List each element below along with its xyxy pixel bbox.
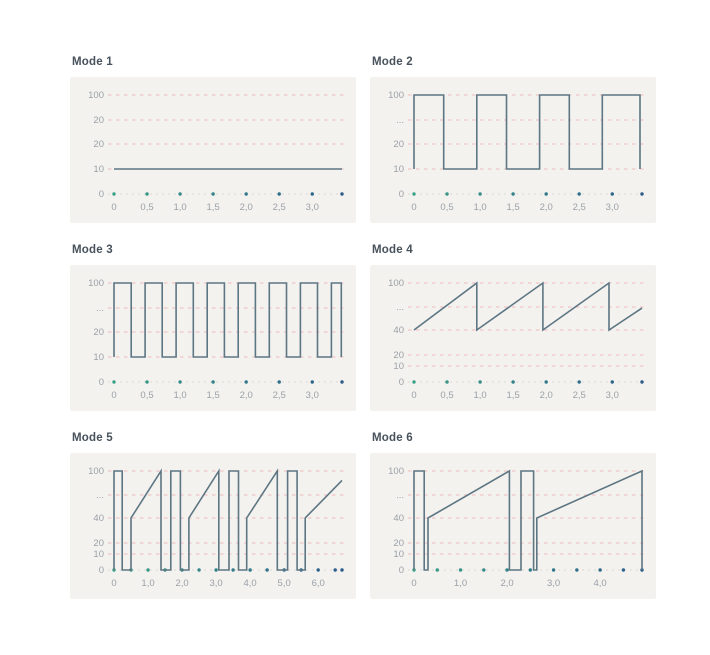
chart-card — [370, 265, 656, 411]
svg-text:1,0: 1,0 — [473, 390, 487, 401]
svg-text:3,0: 3,0 — [305, 390, 319, 401]
svg-text:0: 0 — [98, 565, 104, 576]
svg-text:...: ... — [396, 115, 404, 127]
svg-text:2,0: 2,0 — [539, 390, 553, 401]
svg-text:3,0: 3,0 — [209, 578, 223, 589]
chart-card — [370, 77, 656, 223]
svg-text:2,0: 2,0 — [175, 578, 189, 589]
svg-text:0: 0 — [111, 390, 117, 401]
svg-text:...: ... — [96, 303, 104, 315]
mode-2-chart — [370, 77, 656, 223]
svg-text:0,5: 0,5 — [440, 390, 454, 401]
svg-text:3,0: 3,0 — [605, 390, 619, 401]
svg-text:0: 0 — [111, 578, 117, 589]
svg-text:2,0: 2,0 — [500, 578, 514, 589]
svg-text:100: 100 — [88, 90, 104, 101]
svg-text:1,5: 1,5 — [506, 202, 520, 213]
svg-text:2,0: 2,0 — [539, 202, 553, 213]
chart-title: Mode 3 — [72, 244, 113, 256]
svg-text:10: 10 — [393, 163, 404, 175]
svg-text:1,0: 1,0 — [173, 202, 187, 213]
svg-text:1,5: 1,5 — [206, 202, 220, 213]
svg-text:20: 20 — [93, 537, 104, 549]
chart-card — [70, 453, 356, 599]
chart-panel-mode-6 — [370, 432, 656, 599]
svg-text:5,0: 5,0 — [277, 578, 291, 589]
svg-text:100: 100 — [88, 466, 104, 477]
svg-text:10: 10 — [93, 163, 104, 175]
svg-text:10: 10 — [93, 548, 104, 560]
chart-card — [70, 77, 356, 223]
svg-text:3,0: 3,0 — [546, 578, 561, 589]
chart-card — [370, 453, 656, 599]
svg-text:100: 100 — [388, 90, 404, 101]
mode-5-chart — [70, 453, 356, 599]
svg-text:0,5: 0,5 — [140, 390, 154, 401]
svg-text:2,0: 2,0 — [239, 390, 253, 401]
svg-text:2,5: 2,5 — [272, 390, 286, 401]
svg-text:20: 20 — [393, 349, 404, 361]
svg-text:20: 20 — [393, 139, 404, 151]
mode-6-chart — [370, 453, 656, 599]
svg-text:1,0: 1,0 — [141, 578, 155, 589]
svg-text:20: 20 — [393, 537, 404, 549]
svg-text:1,5: 1,5 — [206, 390, 220, 401]
svg-text:0: 0 — [411, 202, 417, 213]
svg-text:0: 0 — [98, 377, 104, 388]
svg-text:3,0: 3,0 — [305, 202, 319, 213]
svg-text:2,5: 2,5 — [572, 390, 586, 401]
svg-text:10: 10 — [93, 351, 104, 363]
svg-text:0: 0 — [98, 189, 104, 200]
svg-text:4,0: 4,0 — [243, 578, 257, 589]
chart-title: Mode 1 — [72, 56, 113, 68]
chart-title: Mode 6 — [372, 432, 413, 444]
svg-text:2,5: 2,5 — [272, 202, 286, 213]
svg-text:3,0: 3,0 — [605, 202, 619, 213]
svg-text:...: ... — [396, 302, 404, 314]
chart-title: Mode 2 — [372, 56, 413, 68]
svg-text:100: 100 — [388, 466, 404, 477]
chart-title: Mode 4 — [372, 244, 413, 256]
mode-charts-grid — [70, 56, 656, 599]
svg-text:6,0: 6,0 — [311, 578, 325, 589]
chart-panel-mode-5 — [70, 432, 356, 599]
mode-3-chart — [70, 265, 356, 411]
svg-text:40: 40 — [393, 513, 404, 525]
svg-text:0,5: 0,5 — [140, 202, 154, 213]
mode-4-chart — [370, 265, 656, 411]
svg-text:1,0: 1,0 — [473, 202, 487, 213]
svg-text:10: 10 — [393, 360, 404, 372]
svg-text:1,0: 1,0 — [453, 578, 468, 589]
chart-panel-mode-3 — [70, 244, 356, 411]
chart-panel-mode-2 — [370, 56, 656, 223]
svg-text:20: 20 — [93, 139, 104, 151]
svg-text:20: 20 — [93, 327, 104, 339]
chart-panel-mode-4 — [370, 244, 656, 411]
svg-text:0: 0 — [111, 202, 117, 213]
svg-text:...: ... — [396, 490, 404, 502]
svg-text:100: 100 — [88, 278, 104, 289]
svg-text:0: 0 — [398, 565, 404, 576]
svg-text:20: 20 — [93, 115, 104, 127]
svg-text:0: 0 — [398, 189, 404, 200]
svg-text:2,5: 2,5 — [572, 202, 586, 213]
svg-text:0,5: 0,5 — [440, 202, 454, 213]
svg-text:40: 40 — [93, 513, 104, 525]
svg-text:10: 10 — [393, 548, 404, 560]
svg-text:0: 0 — [411, 390, 417, 401]
svg-text:...: ... — [96, 490, 104, 502]
svg-text:2,0: 2,0 — [239, 202, 253, 213]
svg-text:40: 40 — [393, 325, 404, 337]
svg-text:1,0: 1,0 — [173, 390, 187, 401]
chart-title: Mode 5 — [72, 432, 113, 444]
svg-text:1,5: 1,5 — [506, 390, 520, 401]
svg-text:0: 0 — [411, 578, 417, 589]
svg-text:100: 100 — [388, 278, 404, 289]
chart-panel-mode-1 — [70, 56, 356, 223]
svg-text:4,0: 4,0 — [593, 578, 607, 589]
svg-text:0: 0 — [398, 377, 404, 388]
mode-1-chart — [70, 77, 356, 223]
chart-card — [70, 265, 356, 411]
